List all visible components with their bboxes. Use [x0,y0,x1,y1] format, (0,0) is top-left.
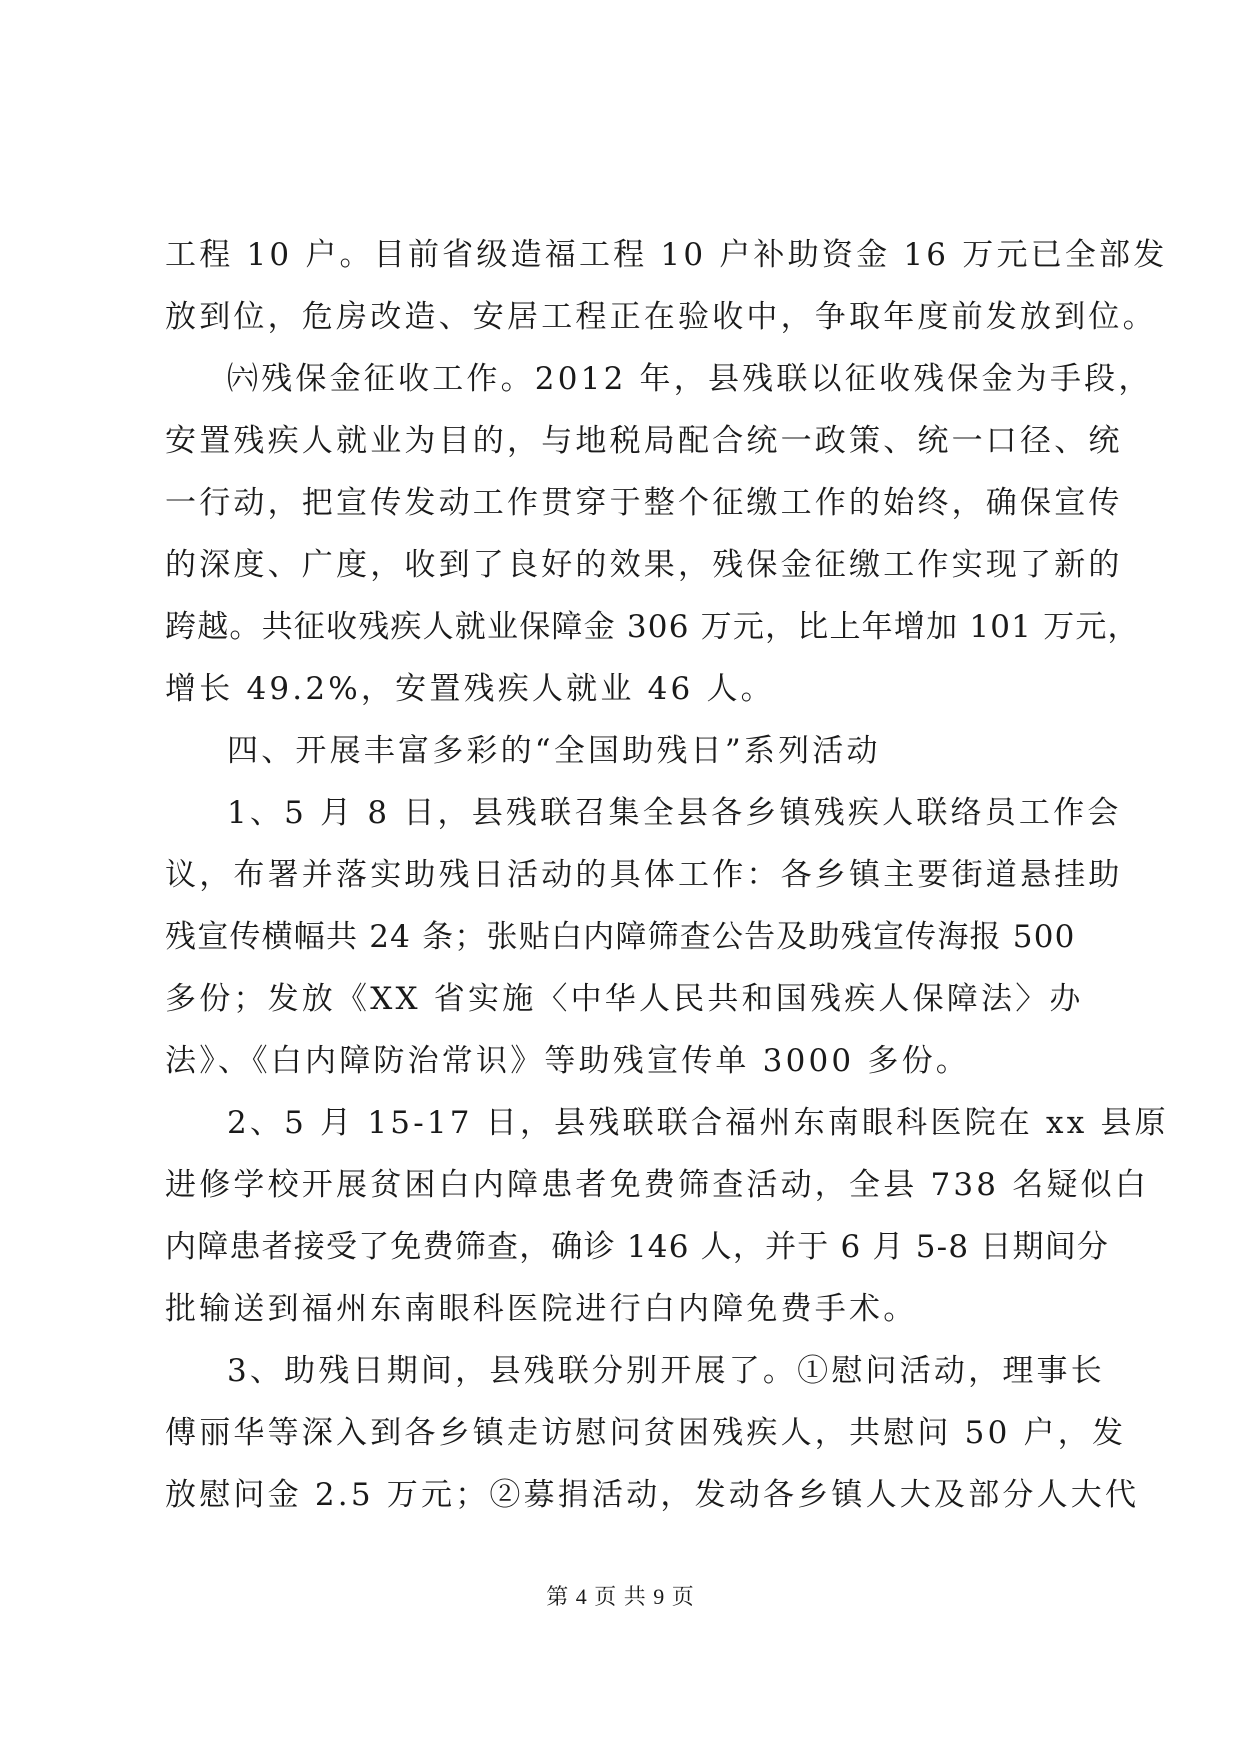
text-line: 的深度、广度，收到了良好的效果，残保金征缴工作实现了新的 [165,547,1123,583]
text-line: 内障患者接受了免费筛查，确诊 146 人，并于 6 月 5-8 日期间分 [165,1229,1110,1265]
text-line: 2、5 月 15-17 日，县残联联合福州东南眼科医院在 xx 县原 [227,1105,1169,1141]
text-line: ㈥残保金征收工作。2012 年，县残联以征收残保金为手段， [227,361,1153,397]
text-line: 批输送到福州东南眼科医院进行白内障免费手术。 [165,1291,918,1327]
text-line: 傅丽华等深入到各乡镇走访慰问贫困残疾人，共慰问 50 户，发 [165,1415,1127,1451]
text-line: 议，布署并落实助残日活动的具体工作：各乡镇主要街道悬挂助 [165,857,1123,893]
text-line: 进修学校开展贫困白内障患者免费筛查活动，全县 738 名疑似白 [165,1167,1150,1203]
text-line: 一行动，把宣传发动工作贯穿于整个征缴工作的始终，确保宣传 [165,485,1123,521]
text-line: 放慰问金 2.5 万元；②募捐活动，发动各乡镇人大及部分人大代 [165,1477,1140,1513]
text-line: 残宣传横幅共 24 条；张贴白内障筛查公告及助残宣传海报 500 [165,919,1076,955]
text-line: 放到位，危房改造、安居工程正在验收中，争取年度前发放到位。 [165,299,1157,335]
text-line: 3、助残日期间，县残联分别开展了。①慰问活动，理事长 [227,1353,1105,1389]
text-line: 法》、《白内障防治常识》等助残宣传单 3000 多份。 [165,1043,970,1079]
text-line: 1、5 月 8 日，县残联召集全县各乡镇残疾人联络员工作会 [227,795,1122,831]
text-line: 工程 10 户。目前省级造福工程 10 户补助资金 16 万元已全部发 [165,237,1168,273]
section-heading: 四、开展丰富多彩的“全国助残日”系列活动 [227,733,881,769]
page-number-footer: 第 4 页 共 9 页 [546,1584,695,1609]
text-line: 增长 49.2%，安置残疾人就业 46 人。 [165,671,775,707]
text-line: 跨越。共征收残疾人就业保障金 306 万元，比上年增加 101 万元， [165,609,1140,645]
document-body [165,224,1169,1526]
text-line: 多份；发放《XX 省实施〈中华人民共和国残疾人保障法〉办 [165,981,1084,1017]
text-line: 安置残疾人就业为目的，与地税局配合统一政策、统一口径、统 [165,423,1123,459]
